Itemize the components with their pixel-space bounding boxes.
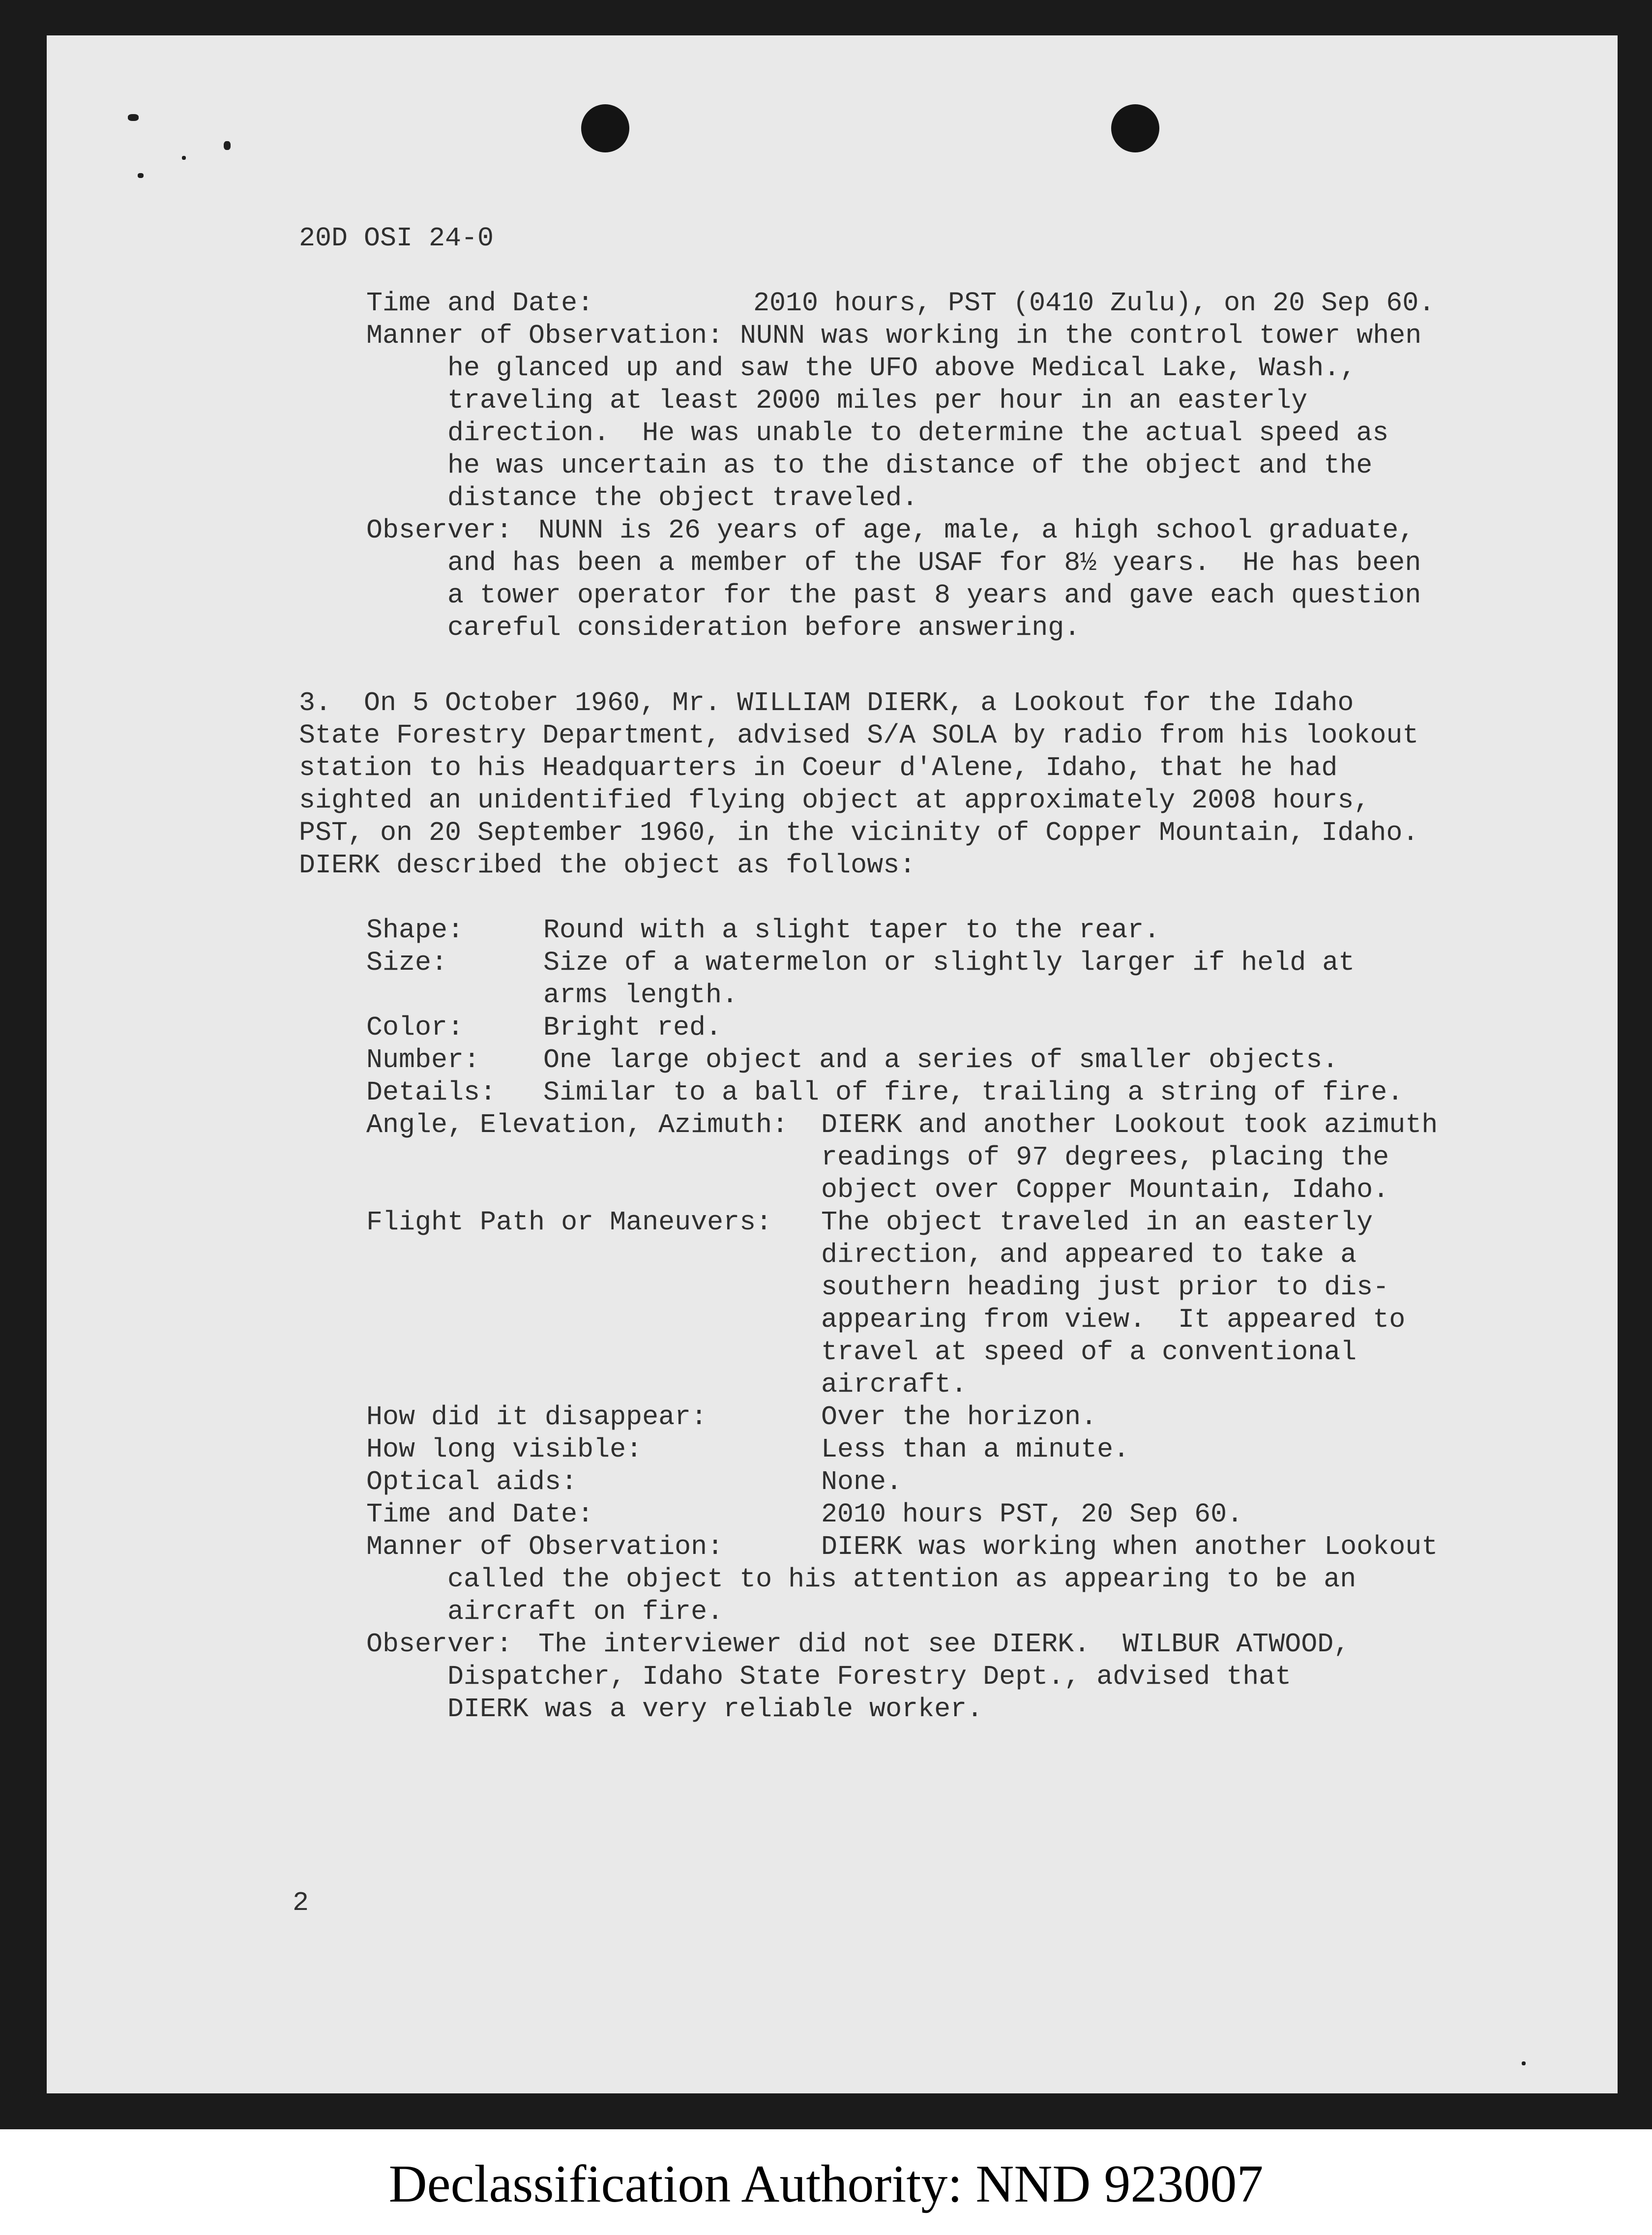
number-label: Number:: [366, 1044, 480, 1075]
visible-label: How long visible:: [366, 1434, 643, 1465]
manner-2-line: called the object to his attention as appearing to be an: [447, 1564, 1357, 1595]
flight-path-value: appearing from view. It appeared to: [821, 1304, 1406, 1335]
time-date-value: 2010 hours, PST (0410 Zulu), on 20 Sep 60.: [753, 288, 1435, 319]
flight-path-value: southern heading just prior to dis-: [821, 1272, 1389, 1303]
details-label: Details:: [366, 1077, 497, 1108]
observer-line: a tower operator for the past 8 years and gave each question: [447, 580, 1421, 611]
observer-line: and has been a member of the USAF for 8½ years. He has been: [447, 547, 1421, 578]
declassification-footer: Declassification Authority: NND 923007: [388, 2155, 1264, 2213]
manner-line: he was uncertain as to the distance of the object and the: [447, 450, 1373, 481]
observer-2-label: Observer:: [366, 1629, 513, 1660]
flight-path-value: direction, and appeared to take a: [821, 1239, 1357, 1270]
observer-2-line: The interviewer did not see DIERK. WILBUR ATWOOD,: [538, 1629, 1350, 1660]
manner-2-line: aircraft on fire.: [447, 1596, 724, 1627]
paragraph-3-line: State Forestry Department, advised S/A SOLA by radio from his lookout: [299, 720, 1419, 751]
paragraph-3-line: DIERK described the object as follows:: [299, 850, 916, 881]
visible-value: Less than a minute.: [821, 1434, 1130, 1465]
punch-hole-left: [581, 104, 629, 152]
ink-speck: [182, 156, 186, 160]
observer-label: Observer:: [366, 515, 513, 546]
optical-aids-label: Optical aids:: [366, 1466, 578, 1497]
azimuth-label: Angle, Elevation, Azimuth:: [366, 1109, 789, 1140]
details-value: Similar to a ball of fire, trailing a string of fire.: [543, 1077, 1404, 1108]
size-value: Size of a watermelon or slightly larger if held at: [543, 947, 1355, 978]
size-value: arms length.: [543, 980, 738, 1011]
observer-line: NUNN is 26 years of age, male, a high school graduate,: [538, 515, 1415, 546]
manner-line: distance the object traveled.: [447, 482, 918, 513]
page-number: 2: [293, 1887, 309, 1918]
observer-2-line: Dispatcher, Idaho State Forestry Dept., advised that: [447, 1661, 1292, 1692]
observer-2-line: DIERK was a very reliable worker.: [447, 1694, 983, 1725]
ink-speck: [224, 141, 231, 150]
flight-path-value: travel at speed of a conventional: [821, 1337, 1357, 1368]
azimuth-value: object over Copper Mountain, Idaho.: [821, 1174, 1389, 1205]
disappear-value: Over the horizon.: [821, 1401, 1097, 1432]
document-page: [47, 35, 1618, 2093]
time-date-label: Time and Date:: [366, 288, 594, 319]
azimuth-value: DIERK and another Lookout took azimuth: [821, 1109, 1438, 1140]
disappear-label: How did it disappear:: [366, 1401, 708, 1432]
color-label: Color:: [366, 1012, 464, 1043]
paragraph-3-line: PST, on 20 September 1960, in the vicinity of Copper Mountain, Idaho.: [299, 817, 1419, 848]
observer-line: careful consideration before answering.: [447, 612, 1081, 643]
ink-speck: [138, 173, 144, 178]
manner-line: direction. He was unable to determine the actual speed as: [447, 417, 1389, 448]
document-header: 20D OSI 24-0: [299, 223, 494, 254]
flight-path-value: aircraft.: [821, 1369, 968, 1400]
number-value: One large object and a series of smaller objects.: [543, 1044, 1339, 1075]
flight-path-label: Flight Path or Maneuvers:: [366, 1207, 772, 1238]
manner-2-label: Manner of Observation:: [366, 1531, 724, 1562]
color-value: Bright red.: [543, 1012, 722, 1043]
flight-path-value: The object traveled in an easterly: [821, 1207, 1373, 1238]
manner-line: he glanced up and saw the UFO above Medical Lake, Wash.,: [447, 353, 1357, 384]
manner-2-line: DIERK was working when another Lookout: [821, 1531, 1438, 1562]
shape-value: Round with a slight taper to the rear.: [543, 915, 1160, 946]
time-date-2-label: Time and Date:: [366, 1499, 594, 1530]
manner-line: NUNN was working in the control tower when: [740, 320, 1422, 351]
paragraph-3-line: station to his Headquarters in Coeur d'Alene, Idaho, that he had: [299, 752, 1338, 783]
time-date-2-value: 2010 hours PST, 20 Sep 60.: [821, 1499, 1243, 1530]
paragraph-3-line: sighted an unidentified flying object at approximately 2008 hours,: [299, 785, 1370, 816]
shape-label: Shape:: [366, 915, 464, 946]
manner-label: Manner of Observation:: [366, 320, 724, 351]
punch-hole-right: [1111, 104, 1159, 152]
optical-aids-value: None.: [821, 1466, 903, 1497]
ink-speck: [1522, 2061, 1526, 2065]
size-label: Size:: [366, 947, 448, 978]
ink-speck: [128, 114, 139, 121]
paragraph-3-line: 3. On 5 October 1960, Mr. WILLIAM DIERK, a Lookout for the Idaho: [299, 687, 1354, 718]
manner-line: traveling at least 2000 miles per hour in an easterly: [447, 385, 1308, 416]
azimuth-value: readings of 97 degrees, placing the: [821, 1142, 1389, 1173]
